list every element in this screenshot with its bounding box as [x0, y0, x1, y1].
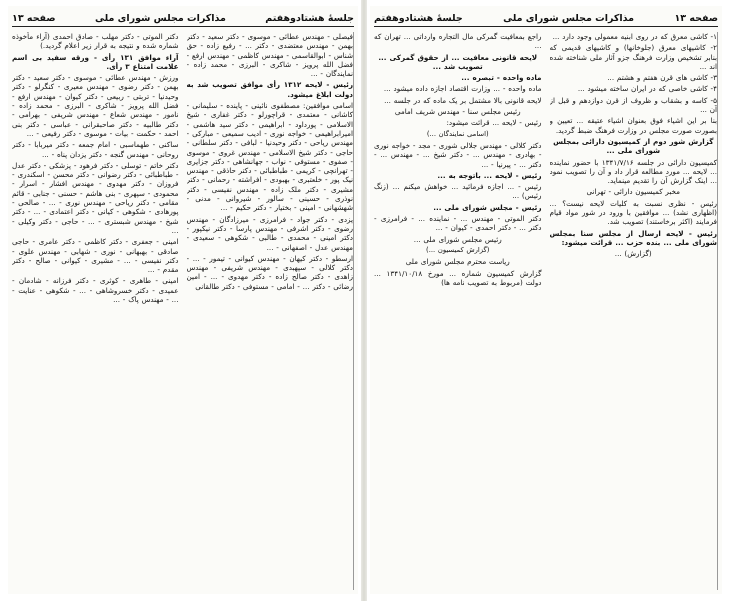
paragraph: دکتر خاتم - توسلی - دکتر فرهود - پزشکی - دکتر عدل - طباطبائی - دکتر رضوانی - دکتر محسن - اسکندری - فروزان - دکتر مهدوی - مهندس افشار - اسرار - محمودی - سپهری - بنی هاشم - حسنی - جنابی - قائم مقامی - دکتر ریاحی - مهندس نوری - ... - صالحی - پورهادی - شکوهی - کیانی - دکتر اعتمادی - ... - دکتر شیخ - مهندس شبستری - ... - حاجی - دکتر وکیلی - ...: [12, 160, 179, 235]
paragraph: رئیس - لایحه ... باتوجه به ...: [437, 170, 542, 180]
paragraph: رئیس - لایحه ۱۳۱۲ رأی موافق تصویب شد به دولت ابلاغ میشود.: [186, 80, 353, 99]
paragraph: ورزش - مهندس عطائی - موسوی - دکتر سعید - دکتر بهمن - دکتر رضوی - مهندس معیری - کنگرلو - دکتر وحیدنیا - تربتی - ربیعی - دکتر کیوان - مهندس ارفع - فضل الله پرویز - شاکری - البرزی - محمد زاده - نامور - مهندس شعاع - مهندس شریفی - بهرامی - دکتر طالبیه - دکتر صاحبقرانی - عباسی - دکتر بنی احمد - حکمت - بیات - موسوی - دکتر رفیعی - ...: [12, 73, 179, 138]
paragraph: رئیس - لایحه ... قرائت میشود:: [446, 118, 542, 128]
page-header: [12, 10, 354, 27]
paragraph: رئیس - ... اجازه فرمائید ... خواهش میکنم ... (زنگ رئیس) ...: [374, 182, 542, 201]
left-page: [8, 6, 358, 594]
page-session: جلسهٔ هشتادوهفتم: [265, 12, 354, 24]
paragraph: رئیس - لایحه ارسال از مجلس سنا بمجلس شورای ملی ... بنده حزب ... قرائت میشود:: [549, 228, 717, 247]
column-left: [374, 32, 542, 590]
paragraph: ماده واحده - ... وزارت اقتصاد اجازه داده میشود ...: [383, 84, 542, 94]
paragraph: دکتر الموتی - دکتر مهلب - صادق احمدی (آراء مأخوذه شماره شده و نتیجه به قرار زیر اعلام گردید.): [12, 32, 179, 51]
paragraph: رئیس - نظری نسبت به کلیات لایحه نیست؟ ... (اظهاری نشد) ... موافقین با ورود در شور مواد قیام فرمایند (اکثر برخاستند) تصویب شد.: [549, 198, 717, 227]
column-left: [12, 32, 179, 590]
paragraph: ریاست محترم مجلس شورای ملی: [405, 257, 510, 267]
paragraph: راجع بمعافیت گمرکی مال التجاره وارداتی ... تهران که ...: [374, 32, 542, 51]
page-title: مذاکرات مجلس شورای ملی: [94, 12, 226, 24]
paragraph: ۵- کاسه و بشقاب و ظروف از قرن دوازدهم و قبل از آن ...: [549, 95, 717, 115]
text-columns: [12, 32, 354, 590]
page-number: صفحه ۱۳: [674, 12, 718, 24]
paragraph: ۴- کاشی خاصی که در ایران ساخته میشود ...: [577, 84, 717, 94]
paragraph: (گزارش) ...: [614, 249, 652, 259]
page-session: جلسهٔ هشتادوهفتم: [374, 12, 463, 24]
page-header: [374, 10, 718, 27]
paragraph: ارسطو - دکتر کیهان - مهندس کیوانی - تیمور - ... - دکتر کلالی - سپهبدی - مهندس شریفی - مهندس زاهدی - دکتر صالح زاده - دکتر مهدوی - ... - امین رضائی - دکتر ... - امامی - مستوفی - دکتر طالقانی: [186, 253, 353, 291]
paragraph: (اسامی نمایندگان ...): [426, 129, 489, 138]
paragraph: رئیس مجلس سنا - مهندس شریف امامی: [394, 107, 521, 117]
paragraph: (گزارش کمیسیون ...): [426, 245, 490, 254]
paragraph: ۳- کاشی های قرن هفتم و هشتم ...: [607, 73, 717, 83]
page-title: مذاکرات مجلس شورای ملی: [503, 12, 635, 24]
paragraph: آراء موافق ۱۳۱ رأی - ورقه سفید بی اسم علامت امتناع ۳ رأی.: [12, 52, 179, 71]
paragraph: دکتر کلالی - مهندس جلالی شوری - مجد - خواجه نوری - بهادری - مهندس ... - دکتر شیخ ... - مهندس ... - دکتر ... - پیرنیا - ...: [374, 140, 542, 169]
paragraph: ۲- کاشیهای معرق (جلوخانها) و کاشیهای قدیمی که بنابر تشخیص وزارت فرهنگ جزو آثار ملی شناخته شده اند ...: [549, 43, 717, 71]
page-number: صفحه ۱۳: [12, 12, 56, 24]
paragraph: ساکنی - طهماسبی - امام جمعه - دکتر میربابا - دکتر روحانی - مهندس گنجه - دکتر یزدان پناه - ...: [12, 140, 179, 159]
paragraph: گزارش شور دوم از کمیسیون دارائی بمجلس شورای ملی ...: [553, 136, 714, 156]
paragraph: مخبر کمیسیون دارائی - تهرانی: [586, 187, 681, 197]
paragraph: لایحه قانونی معافیت ... از حقوق گمرکی ... تصویب شد ...: [378, 52, 538, 71]
paragraph: فیصلی - مهندس عطائی - موسوی - دکتر سعید - دکتر بهمن - مهندس معتضدی - دکتر ... - رفیع زاده - حق شناس - ابوالقاسمی - مهندس کاظمی - مهندس ارفع - فضل الله پرویز - شاکری - البرزی - محمد زاده - نمایندگان - ...: [186, 32, 353, 79]
book-gutter: [361, 0, 367, 601]
paragraph: لایحه قانونی بالا مشتمل بر یک ماده که در جلسه ...: [384, 95, 542, 105]
paragraph: دکتر الموتی - مهندس ... - نماینده ... - فرامرزی - دکتر ... - دکتر احمدی - کیوان - ...: [374, 214, 542, 233]
paragraph: کمیسیون دارائی در جلسه ۱۳۴۱/۷/۱۶ با حضور نماینده ... لایحه ... مورد مطالعه قرار داد و آن را تصویب نمود ... اینک گزارش آن را تقدیم مینماید.: [549, 157, 717, 186]
paragraph: امینی - جعفری - دکتر کاظمی - دکتر عامری - حاجی صادقی - بهبهانی - نوری - شهابی - مهندس علوی - دکتر نفیسی - ... - مشیری - کیوانی - صالح - دکتر مقدم - ...: [12, 237, 179, 275]
paragraph: ۱- کاشی معرق که در روی ابنیه معمولی وجود دارد ...: [552, 32, 717, 41]
paragraph: ماده واحده - تبصره ...: [461, 73, 542, 83]
right-page: [370, 6, 722, 594]
column-right: [550, 32, 719, 590]
paragraph: رئیس - مجلس شورای ملی ...: [433, 202, 542, 212]
paragraph: یزدی - دکتر جواد - فرامرزی - میرزادگان - مهندس رضوی - دکتر اشرفی - مهندس پارسا - دکتر نیکپور - دکتر امینی - محمدی - طالبی - شکوهی - سعیدی - مهندس عدل - اصفهانی - ...: [186, 214, 353, 252]
paragraph: بنا بر این اشیاء فوق بعنوان اشیاء عتیقه ... تعیین و بصورت صورت مجلس در وزارت فرهنگ ضبط گردید.: [549, 116, 717, 135]
column-right: [187, 32, 355, 590]
text-columns: [374, 32, 718, 590]
paragraph: گزارش کمیسیون شماره ... مورخ ۱۳۴۱/۱۰/۱۸ ... دولت (مربوط به تصویب نامه ها): [374, 268, 542, 287]
paragraph: اسامی موافقین: مصطفوی نائینی - پاینده - سلیمانی - کاشانی - معتمدی - قراچورلو - دکتر غفاری - شیخ الاسلامی - پورداود - ابراهیمی - دکتر سید هاشمی - امیرابراهیمی - خواجه نوری - ادیب سمیعی - مبارکی - مهندس ریاحی - دکتر وحیدنیا - لبافی - دکتر سلطانی - حاجی - دکتر شیخ الاسلامی - مهندس غروی - موسوی - صفوی - مستوفی - نواب - جهانشاهی - دکتر جزایری - تهرانچی - کریمی - طباطبائی - دکتر حاذقی - مهندس نیک پور - خلعتبری - بهبودی - افراشته - رحمانی - دکتر مشیری - دکتر ملک زاده - مهندس نفیسی - دکتر نوذری - حسینی - سالور - شیروانی - مدنی - شهشهانی - امینی - بختیار - دکتر حکیم - ...: [186, 101, 353, 213]
paragraph: رئیس مجلس شورای ملی ...: [413, 234, 502, 244]
paragraph: امینی - طاهری - کوثری - دکتر فرزانه - شادمان - عمیدی - دکتر خسروشاهی - ... - شکوهی - عنایت - ... - مهندس پاک - ...: [12, 276, 179, 305]
